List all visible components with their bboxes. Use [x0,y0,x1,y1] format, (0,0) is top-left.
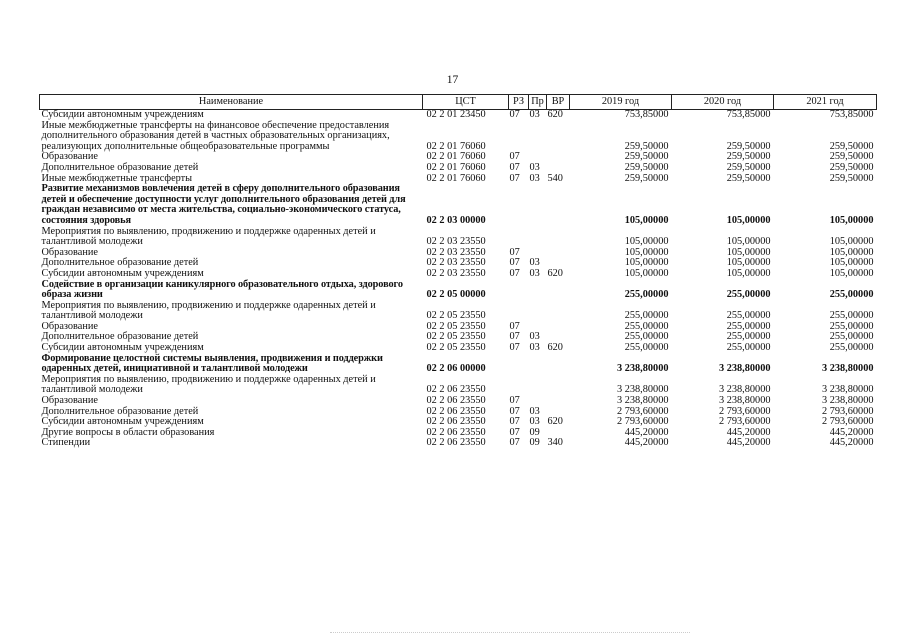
row-2019: 3 238,80000 [617,384,669,396]
row-2019: 255,00000 [624,331,669,343]
row-pr: 03 [529,331,540,343]
row-pr: 03 [529,342,540,354]
row-vr: 620 [547,342,563,354]
row-2020: 3 238,80000 [719,363,771,375]
row-pr [529,354,547,375]
row-name: Формирование целостной системы выявления, продвижения и поддержки одаренных детей, инициативной и талантливой молодежи [41,352,383,375]
row-rz: 07 [509,320,520,332]
table-row [40,375,877,396]
row-cst: 02 2 06 00000 [426,363,486,375]
row-pr: 09 [529,437,540,449]
row-vr [547,152,570,163]
row-rz: 07 [509,416,520,428]
row-2020: 445,20000 [726,426,771,438]
table-body [40,110,877,450]
row-2019: 105,00000 [624,257,669,269]
row-2021: 105,00000 [829,267,874,279]
row-2020: 3 238,80000 [719,395,771,407]
row-2020: 255,00000 [726,320,771,332]
header-2021: 2021 год [774,95,877,110]
row-rz: 07 [509,395,520,407]
row-name: Дополнительное образование детей [41,405,199,417]
row-2019: 105,00000 [624,267,669,279]
row-vr [547,322,570,333]
row-2019: 105,00000 [624,214,669,226]
row-pr [529,184,547,226]
row-vr: 620 [547,416,563,428]
row-2020: 259,50000 [726,140,771,152]
row-2021: 259,50000 [829,140,874,152]
row-rz: 07 [509,405,520,417]
row-name: Развитие механизмов вовлечения детей в сферу дополнительного образования детей и обеспечение доступности услуг дополнительного образования детей для граждан независимо от места жительства, социально-экономического статуса, состояния здоровья [41,183,406,226]
row-cst: 02 2 05 23550 [426,320,486,332]
scan-artifact-line [330,632,690,634]
header-cst: ЦСТ [423,95,509,110]
table-row [40,163,877,174]
row-name: Образование [41,246,98,258]
row-2020: 255,00000 [726,289,771,301]
table-header [40,95,877,110]
row-name: Субсидии автономным учреждениям [41,342,204,354]
row-2020: 259,50000 [726,161,771,173]
row-rz: 07 [509,331,520,343]
row-pr: 03 [529,257,540,269]
table-row [40,438,877,449]
row-name: Дополнительное образование детей [41,161,199,173]
row-2020: 259,50000 [726,151,771,163]
row-2019: 2 793,60000 [617,405,669,417]
row-2019: 259,50000 [624,151,669,163]
row-rz [509,121,529,153]
row-2021: 259,50000 [829,161,874,173]
row-2021: 3 238,80000 [822,384,874,396]
row-2021: 2 793,60000 [822,405,874,417]
row-rz: 07 [509,109,520,120]
row-rz: 07 [509,172,520,184]
row-name: Субсидии автономным учреждениям [41,416,204,428]
row-2021: 2 793,60000 [822,416,874,428]
row-cst: 02 2 03 00000 [426,214,486,226]
row-2021: 3 238,80000 [822,363,874,375]
table-row [40,227,877,248]
row-2019: 105,00000 [624,246,669,258]
row-name: Субсидии автономным учреждениям [41,109,204,120]
row-pr: 03 [529,172,540,184]
row-cst: 02 2 03 23550 [426,267,486,279]
row-name: Иные межбюджетные трансферты [41,172,193,184]
row-name: Мероприятия по выявлению, продвижению и поддержке одаренных детей и талантливой молодежи [41,373,376,396]
row-cst: 02 2 03 23550 [426,257,486,269]
header-name: Наименование [40,95,423,110]
row-2020: 105,00000 [726,257,771,269]
header-2019: 2019 год [570,95,672,110]
row-2020: 105,00000 [726,214,771,226]
row-2020: 105,00000 [726,267,771,279]
row-rz: 07 [509,151,520,163]
row-2020: 2 793,60000 [719,416,771,428]
row-pr [529,375,547,396]
row-2020: 3 238,80000 [719,384,771,396]
table-row [40,269,877,280]
row-cst: 02 2 03 23550 [426,246,486,258]
row-2021: 255,00000 [829,310,874,322]
row-vr [547,375,570,396]
row-cst: 02 2 05 23550 [426,310,486,322]
table-row [40,354,877,375]
row-rz: 07 [509,426,520,438]
row-2020: 753,85000 [726,109,771,120]
row-name: Мероприятия по выявлению, продвижению и поддержке одаренных детей и талантливой молодежи [41,299,376,322]
row-2020: 259,50000 [726,172,771,184]
row-2019: 445,20000 [624,437,669,449]
row-2020: 105,00000 [726,246,771,258]
row-vr [547,121,570,153]
row-vr [547,227,570,248]
row-vr [547,396,570,407]
row-name: Субсидии автономным учреждениям [41,267,204,279]
row-name: Образование [41,395,98,407]
row-vr [547,248,570,259]
row-2021: 105,00000 [829,246,874,258]
row-rz [509,354,529,375]
row-2020: 105,00000 [726,236,771,248]
row-cst: 02 2 01 23450 [426,109,486,120]
row-vr [547,184,570,226]
row-pr: 03 [529,405,540,417]
row-cst: 02 2 01 76060 [426,151,486,163]
row-2021: 255,00000 [829,320,874,332]
table-row [40,184,877,226]
row-rz: 07 [509,437,520,449]
row-2019: 3 238,80000 [617,395,669,407]
header-pr: Пр [529,95,547,110]
row-cst: 02 2 01 76060 [426,161,486,173]
row-rz: 07 [509,246,520,258]
header-2020: 2020 год [672,95,774,110]
row-vr: 620 [547,267,563,279]
row-cst: 02 2 05 23550 [426,342,486,354]
row-2019: 753,85000 [624,109,669,120]
row-cst: 02 2 01 76060 [426,172,486,184]
page-number: 17 [446,74,459,86]
row-rz: 07 [509,342,520,354]
row-rz [509,375,529,396]
row-2021: 445,20000 [829,426,874,438]
row-pr [529,227,547,248]
row-name: Другие вопросы в области образования [41,426,215,438]
row-2019: 259,50000 [624,161,669,173]
row-2019: 3 238,80000 [617,363,669,375]
row-cst: 02 2 06 23550 [426,384,486,396]
row-pr: 09 [529,426,540,438]
row-pr: 03 [529,267,540,279]
budget-table [39,94,877,449]
table-row [40,121,877,153]
row-pr [529,301,547,322]
row-2021: 255,00000 [829,289,874,301]
row-rz [509,184,529,226]
row-vr [547,301,570,322]
row-pr [529,121,547,153]
row-2021: 3 238,80000 [822,395,874,407]
row-cst: 02 2 06 23550 [426,437,486,449]
row-cst: 02 2 01 76060 [426,140,486,152]
row-2021: 753,85000 [829,109,874,120]
row-2019: 259,50000 [624,172,669,184]
row-2019: 255,00000 [624,320,669,332]
row-name: Дополнительное образование детей [41,257,199,269]
row-2020: 2 793,60000 [719,405,771,417]
row-cst: 02 2 03 23550 [426,236,486,248]
row-2021: 105,00000 [829,236,874,248]
row-name: Иные межбюджетные трансферты на финансовое обеспечение предоставления дополнительного образования детей в частных образовательных организациях, реализующих дополнительные общеобразовательные программы [41,119,390,152]
row-2019: 255,00000 [624,289,669,301]
row-2021: 255,00000 [829,342,874,354]
row-vr [547,354,570,375]
table-row [40,280,877,301]
row-2020: 255,00000 [726,342,771,354]
row-vr: 620 [547,109,563,120]
header-row [40,95,877,110]
row-2019: 445,20000 [624,426,669,438]
table-row [40,110,877,121]
row-cst: 02 2 06 23550 [426,416,486,428]
row-rz [509,301,529,322]
row-2021: 259,50000 [829,151,874,163]
row-pr: 03 [529,161,540,173]
table-row [40,301,877,322]
row-2020: 255,00000 [726,310,771,322]
row-pr [529,280,547,301]
row-pr: 03 [529,109,540,120]
row-name: Мероприятия по выявлению, продвижению и поддержке одаренных детей и талантливой молодежи [41,225,376,248]
row-name: Образование [41,151,98,163]
row-cst: 02 2 06 23550 [426,405,486,417]
row-vr [547,280,570,301]
row-rz [509,280,529,301]
row-rz: 07 [509,267,520,279]
row-vr: 340 [547,437,563,449]
row-vr: 540 [547,172,563,184]
row-vr [547,163,570,174]
row-2021: 259,50000 [829,172,874,184]
row-name: Образование [41,320,98,332]
row-2021: 105,00000 [829,257,874,269]
row-2021: 105,00000 [829,214,874,226]
row-2020: 255,00000 [726,331,771,343]
row-2019: 255,00000 [624,342,669,354]
row-2019: 105,00000 [624,236,669,248]
row-rz: 07 [509,161,520,173]
row-name: Стипендии [41,437,91,449]
row-rz: 07 [509,257,520,269]
row-cst: 02 2 05 00000 [426,289,486,301]
row-2019: 255,00000 [624,310,669,322]
header-vr: ВР [547,95,570,110]
row-pr: 03 [529,416,540,428]
header-rz: РЗ [509,95,529,110]
row-name: Содействие в организации каникулярного образовательного отдыха, здорового образа жизни [41,278,403,301]
row-name: Дополнительное образование детей [41,331,199,343]
row-2021: 445,20000 [829,437,874,449]
row-2019: 259,50000 [624,140,669,152]
row-2019: 2 793,60000 [617,416,669,428]
row-2021: 255,00000 [829,331,874,343]
row-cst: 02 2 05 23550 [426,331,486,343]
row-rz [509,227,529,248]
row-2020: 445,20000 [726,437,771,449]
row-cst: 02 2 06 23550 [426,395,486,407]
row-cst: 02 2 06 23550 [426,426,486,438]
